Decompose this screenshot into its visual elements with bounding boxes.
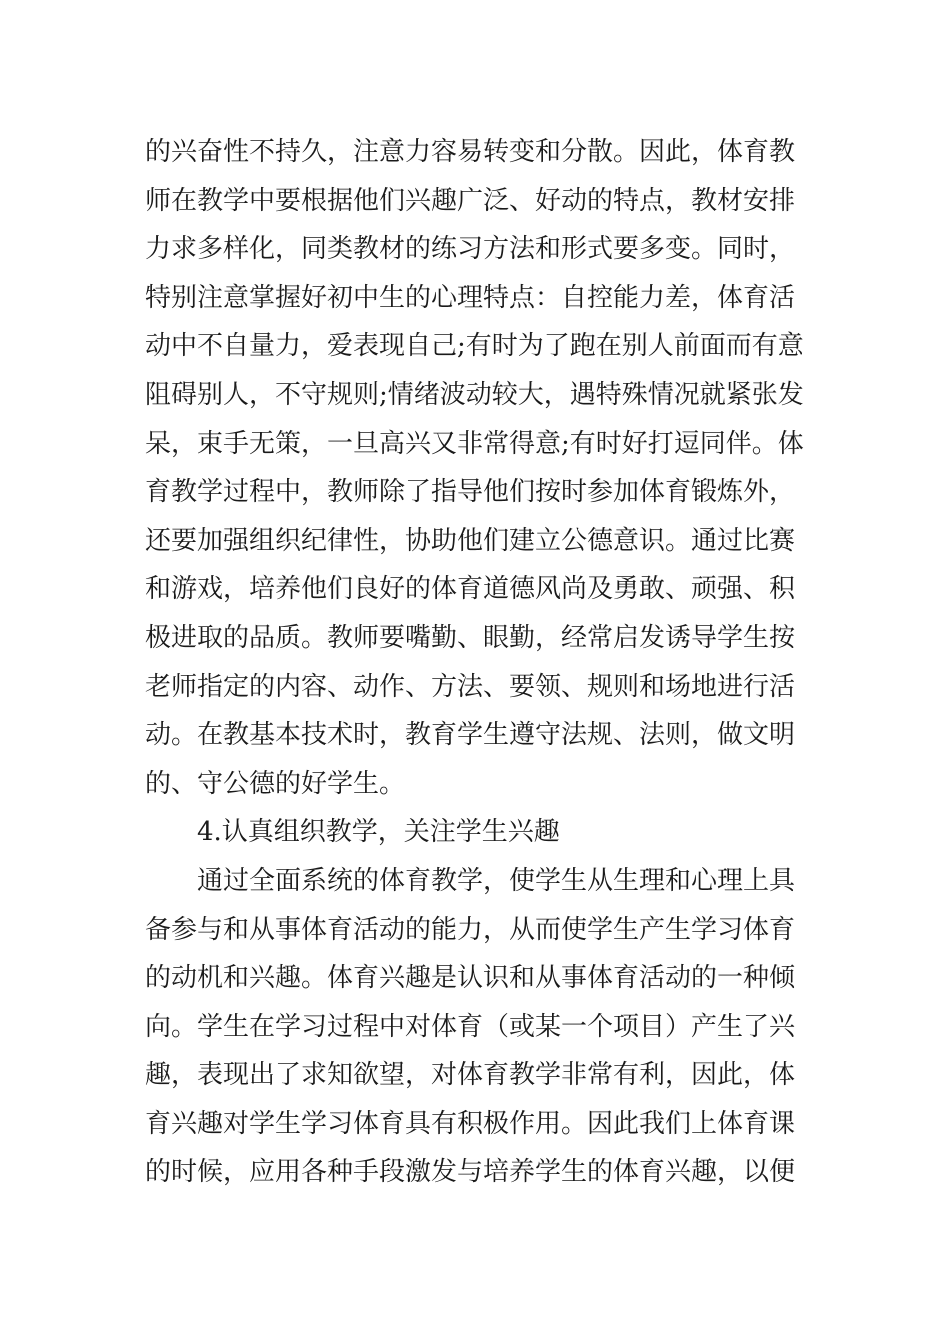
body-text xyxy=(145,128,805,1197)
text-line: 向。学生在学习过程中对体育（或某一个项目）产生了兴 xyxy=(145,1011,796,1042)
text-line: 趣，表现出了求知欲望，对体育教学非常有利，因此，体 xyxy=(145,1060,796,1091)
text-line: 的动机和兴趣。体育兴趣是认识和从事体育活动的一种倾 xyxy=(145,963,796,994)
text-line: 极进取的品质。教师要嘴勤、眼勤，经常启发诱导学生按 xyxy=(145,622,796,653)
text-line: 动中不自量力，爱表现自己;有时为了跑在别人前面而有意 xyxy=(145,331,804,362)
text-line: 师在教学中要根据他们兴趣广泛、好动的特点，教材安排 xyxy=(145,185,796,216)
text-line: 的兴奋性不持久，注意力容易转变和分散。因此，体育教 xyxy=(145,137,796,167)
text-line: 备参与和从事体育活动的能力，从而使学生产生学习体育 xyxy=(145,914,796,945)
text-line: 育教学过程中，教师除了指导他们按时参加体育锻炼外， xyxy=(145,477,796,508)
text-line: 的时候，应用各种手段激发与培养学生的体育兴趣，以便 xyxy=(145,1157,796,1188)
text-line: 和游戏，培养他们良好的体育道德风尚及勇敢、顽强、积 xyxy=(145,574,796,605)
text-line: 动。在教基本技术时，教育学生遵守法规、法则，做文明 xyxy=(145,720,796,751)
text-line: 的、守公德的好学生。 xyxy=(145,768,406,799)
text-line: 特别注意掌握好初中生的心理特点：自控能力差，体育活 xyxy=(145,282,796,313)
text-line: 呆，束手无策，一旦高兴又非常得意;有时好打逗同伴。体 xyxy=(145,428,804,459)
text-line: 育兴趣对学生学习体育具有积极作用。因此我们上体育课 xyxy=(145,1108,796,1139)
text-line: 力求多样化，同类教材的练习方法和形式要多变。同时， xyxy=(145,234,796,265)
text-line: 阻碍别人，不守规则;情绪波动较大，遇特殊情况就紧张发 xyxy=(145,379,804,410)
text-line: 老师指定的内容、动作、方法、要领、规则和场地进行活 xyxy=(145,671,796,702)
section-heading: 4.认真组织教学，关注学生兴趣 xyxy=(197,817,560,848)
text-line: 还要加强组织纪律性，协助他们建立公德意识。通过比赛 xyxy=(145,525,796,556)
text-line: 通过全面系统的体育教学，使学生从生理和心理上具 xyxy=(197,865,796,896)
